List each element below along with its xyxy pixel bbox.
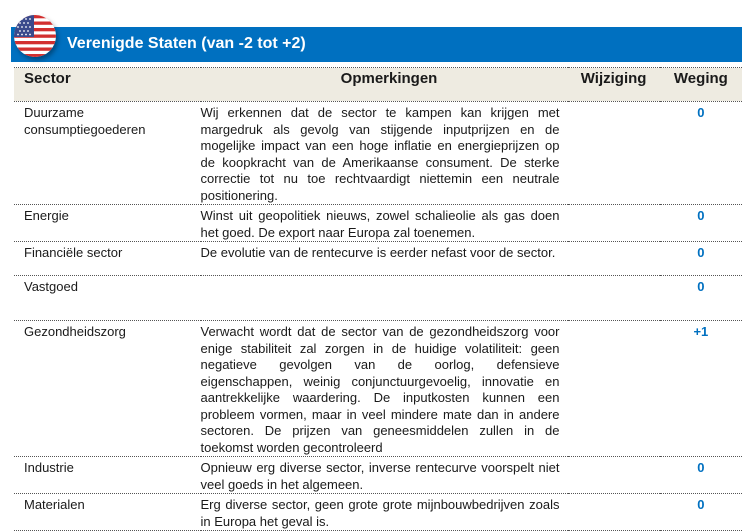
sector-cell: Gezondheidszorg [14, 321, 201, 457]
us-flag-icon [14, 15, 56, 57]
weight-cell: 0 [660, 205, 742, 242]
weight-cell: 0 [660, 457, 742, 494]
table-row [14, 276, 742, 321]
sector-cell: Duurzame consumptiegoederen [14, 102, 201, 205]
weight-cell: 0 [660, 242, 742, 276]
column-header-comments: Opmerkingen [201, 68, 568, 102]
column-header-change: Wijziging [568, 68, 660, 102]
comment-cell: Opnieuw erg diverse sector, inverse rentecurve voorspelt niet veel goeds in het algemeen. [201, 457, 568, 494]
weight-cell: 0 [660, 494, 742, 531]
comment-cell: Verwacht wordt dat de sector van de gezondheidszorg voor enige stabiliteit zal zorgen in de huidige volatiliteit: geen negatieve gevolgen van de oorlog, defensieve eigenschappen, weinig conjunctuurgevoelig, innovatie en aantrekkelijke waardering. De inputkosten kunnen een probleem vormen, maar in veel mindere mate dan in andere sectoren. De prijzen van geneesmiddelen zullen in de toekomst worden gecontroleerd [201, 321, 568, 457]
comment-cell [201, 276, 568, 321]
table-row [14, 102, 742, 205]
sector-table [14, 67, 742, 531]
sector-cell: Energie [14, 205, 201, 242]
change-cell [568, 242, 660, 276]
table-row [14, 205, 742, 242]
table-row [14, 321, 742, 457]
column-header-weight: Weging [660, 68, 742, 102]
table-row [14, 494, 742, 531]
change-cell [568, 276, 660, 321]
weight-cell: 0 [660, 276, 742, 321]
comment-cell: Winst uit geopolitiek nieuws, zowel schalieolie als gas doen het goed. De export naar Europa zal toenemen. [201, 205, 568, 242]
table-row [14, 242, 742, 276]
table-row [14, 457, 742, 494]
page-title: Verenigde Staten (van -2 tot +2) [67, 35, 306, 52]
comment-cell: De evolutie van de rentecurve is eerder nefast voor de sector. [201, 242, 568, 276]
weight-cell: +1 [660, 321, 742, 457]
change-cell [568, 494, 660, 531]
weight-cell: 0 [660, 102, 742, 205]
sector-cell: Materialen [14, 494, 201, 531]
sector-cell: Vastgoed [14, 276, 201, 321]
comment-cell: Wij erkennen dat de sector te kampen kan krijgen met margedruk als gevolg van stijgende inputprijzen en de mogelijke impact van een hoge inflatie en energieprijzen op de koopkracht van de Amerikaanse consument. De sterke correctie tot nu toe rechtvaardigt niettemin een neutrale positionering. [201, 102, 568, 205]
sector-cell: Financiële sector [14, 242, 201, 276]
change-cell [568, 321, 660, 457]
table-header-row [14, 68, 742, 102]
change-cell [568, 102, 660, 205]
change-cell [568, 205, 660, 242]
sector-cell: Industrie [14, 457, 201, 494]
comment-cell: Erg diverse sector, geen grote grote mijnbouwbedrijven zoals in Europa het geval is. [201, 494, 568, 531]
column-header-sector: Sector [14, 68, 201, 102]
change-cell [568, 457, 660, 494]
